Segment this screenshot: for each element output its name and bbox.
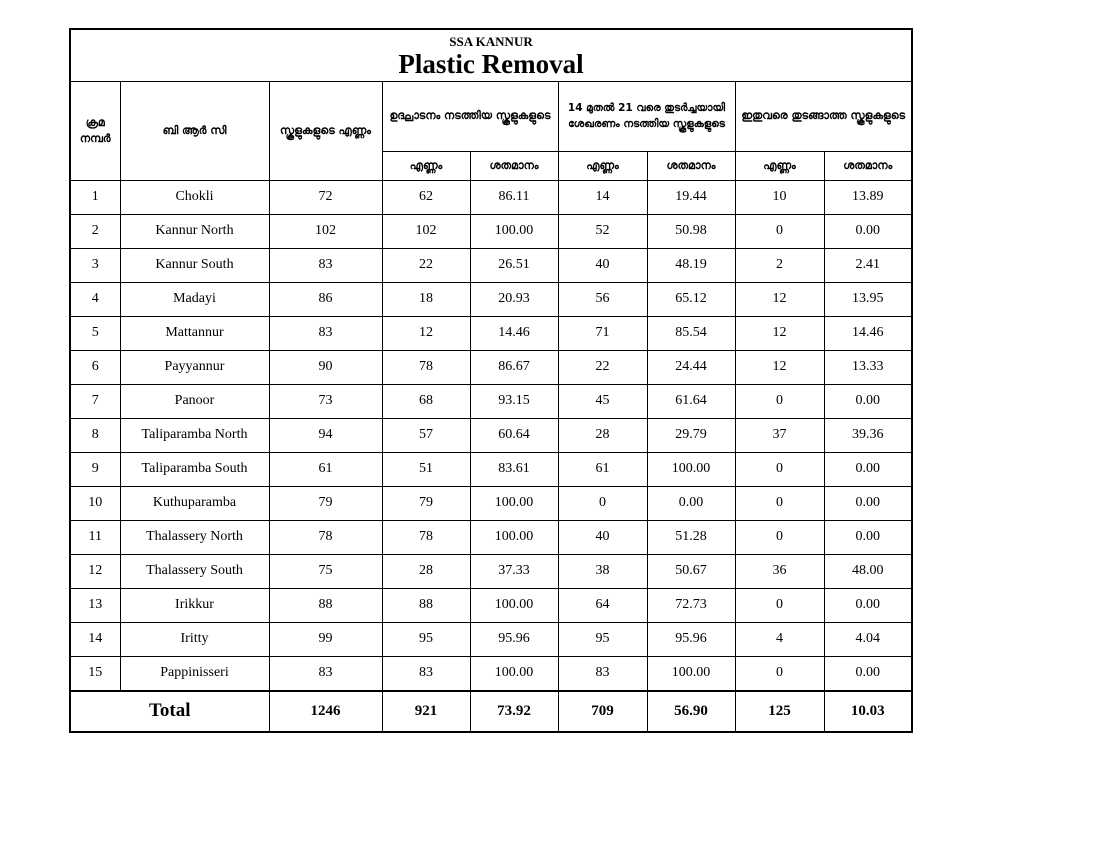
col-header-cont-percent: ശതമാനം bbox=[647, 151, 735, 180]
cell-cont-count: 0 bbox=[558, 486, 647, 520]
cell-serial: 8 bbox=[71, 418, 120, 452]
cell-ns-percent: 13.89 bbox=[824, 180, 911, 214]
cell-ns-percent: 48.00 bbox=[824, 554, 911, 588]
cell-brc: Thalassery South bbox=[120, 554, 269, 588]
cell-inaug-percent: 14.46 bbox=[470, 316, 558, 350]
col-header-serial: ക്രമ നമ്പർ bbox=[71, 82, 120, 180]
cell-cont-count: 38 bbox=[558, 554, 647, 588]
cell-schools: 72 bbox=[269, 180, 382, 214]
cell-schools: 86 bbox=[269, 282, 382, 316]
cell-cont-count: 56 bbox=[558, 282, 647, 316]
cell-inaug-percent: 86.67 bbox=[470, 350, 558, 384]
cell-cont-percent: 100.00 bbox=[647, 656, 735, 691]
cell-brc: Payyannur bbox=[120, 350, 269, 384]
cell-serial: 2 bbox=[71, 214, 120, 248]
cell-schools: 99 bbox=[269, 622, 382, 656]
cell-cont-percent: 61.64 bbox=[647, 384, 735, 418]
cell-ns-percent: 0.00 bbox=[824, 214, 911, 248]
cell-inaug-percent: 86.11 bbox=[470, 180, 558, 214]
cell-schools: 83 bbox=[269, 248, 382, 282]
cell-schools: 90 bbox=[269, 350, 382, 384]
cell-ns-percent: 0.00 bbox=[824, 520, 911, 554]
cell-brc: Panoor bbox=[120, 384, 269, 418]
cell-inaug-count: 51 bbox=[382, 452, 470, 486]
cell-inaug-percent: 83.61 bbox=[470, 452, 558, 486]
cell-inaug-count: 22 bbox=[382, 248, 470, 282]
cell-ns-percent: 4.04 bbox=[824, 622, 911, 656]
cell-cont-percent: 50.98 bbox=[647, 214, 735, 248]
cell-brc: Iritty bbox=[120, 622, 269, 656]
table-row bbox=[71, 622, 911, 656]
cell-serial: 13 bbox=[71, 588, 120, 622]
cell-inaug-percent: 100.00 bbox=[470, 486, 558, 520]
cell-cont-percent: 24.44 bbox=[647, 350, 735, 384]
cell-cont-percent: 29.79 bbox=[647, 418, 735, 452]
cell-brc: Taliparamba North bbox=[120, 418, 269, 452]
cell-inaug-count: 78 bbox=[382, 350, 470, 384]
cell-serial: 10 bbox=[71, 486, 120, 520]
cell-ns-percent: 0.00 bbox=[824, 384, 911, 418]
cell-schools: 73 bbox=[269, 384, 382, 418]
title-block bbox=[71, 30, 911, 82]
cell-cont-count: 64 bbox=[558, 588, 647, 622]
cell-brc: Madayi bbox=[120, 282, 269, 316]
total-cont-percent: 56.90 bbox=[647, 691, 735, 731]
table-row bbox=[71, 486, 911, 520]
total-cont-count: 709 bbox=[558, 691, 647, 731]
cell-inaug-count: 62 bbox=[382, 180, 470, 214]
cell-brc: Thalassery North bbox=[120, 520, 269, 554]
cell-schools: 75 bbox=[269, 554, 382, 588]
cell-cont-percent: 65.12 bbox=[647, 282, 735, 316]
cell-serial: 15 bbox=[71, 656, 120, 691]
cell-cont-count: 45 bbox=[558, 384, 647, 418]
cell-cont-count: 22 bbox=[558, 350, 647, 384]
cell-inaug-percent: 93.15 bbox=[470, 384, 558, 418]
table-row bbox=[71, 384, 911, 418]
total-label: Total bbox=[71, 691, 269, 731]
col-header-cont-count: എണ്ണം bbox=[558, 151, 647, 180]
col-header-schools-count: സ്കൂളുകളുടെ എണ്ണം bbox=[269, 82, 382, 180]
cell-cont-count: 40 bbox=[558, 520, 647, 554]
table-row bbox=[71, 554, 911, 588]
cell-inaug-percent: 100.00 bbox=[470, 588, 558, 622]
cell-ns-count: 36 bbox=[735, 554, 824, 588]
cell-ns-percent: 0.00 bbox=[824, 486, 911, 520]
table-row bbox=[71, 180, 911, 214]
cell-serial: 12 bbox=[71, 554, 120, 588]
cell-ns-count: 12 bbox=[735, 316, 824, 350]
cell-inaug-count: 78 bbox=[382, 520, 470, 554]
cell-inaug-count: 95 bbox=[382, 622, 470, 656]
col-header-inaugurated: ഉദ്ഘാടനം നടത്തിയ സ്കൂളുകളുടെ bbox=[382, 82, 558, 151]
plastic-removal-table bbox=[71, 82, 911, 731]
total-ns-count: 125 bbox=[735, 691, 824, 731]
cell-ns-count: 0 bbox=[735, 588, 824, 622]
table-row bbox=[71, 452, 911, 486]
total-schools: 1246 bbox=[269, 691, 382, 731]
cell-ns-percent: 2.41 bbox=[824, 248, 911, 282]
cell-ns-count: 0 bbox=[735, 656, 824, 691]
cell-inaug-count: 57 bbox=[382, 418, 470, 452]
cell-brc: Taliparamba South bbox=[120, 452, 269, 486]
total-row bbox=[71, 691, 911, 731]
cell-cont-count: 28 bbox=[558, 418, 647, 452]
cell-ns-percent: 0.00 bbox=[824, 452, 911, 486]
report-title: Plastic Removal bbox=[398, 49, 584, 79]
col-header-ns-percent: ശതമാനം bbox=[824, 151, 911, 180]
cell-cont-count: 40 bbox=[558, 248, 647, 282]
cell-inaug-percent: 100.00 bbox=[470, 214, 558, 248]
table-row bbox=[71, 282, 911, 316]
cell-inaug-percent: 20.93 bbox=[470, 282, 558, 316]
cell-ns-count: 2 bbox=[735, 248, 824, 282]
cell-schools: 88 bbox=[269, 588, 382, 622]
cell-cont-percent: 19.44 bbox=[647, 180, 735, 214]
cell-brc: Chokli bbox=[120, 180, 269, 214]
cell-inaug-count: 12 bbox=[382, 316, 470, 350]
cell-ns-count: 0 bbox=[735, 384, 824, 418]
col-header-inaug-percent: ശതമാനം bbox=[470, 151, 558, 180]
cell-serial: 14 bbox=[71, 622, 120, 656]
cell-ns-percent: 0.00 bbox=[824, 588, 911, 622]
cell-ns-count: 0 bbox=[735, 520, 824, 554]
table-row bbox=[71, 350, 911, 384]
cell-brc: Kannur South bbox=[120, 248, 269, 282]
cell-inaug-count: 83 bbox=[382, 656, 470, 691]
table-row bbox=[71, 248, 911, 282]
cell-cont-count: 14 bbox=[558, 180, 647, 214]
cell-brc: Pappinisseri bbox=[120, 656, 269, 691]
cell-brc: Kuthuparamba bbox=[120, 486, 269, 520]
cell-inaug-percent: 95.96 bbox=[470, 622, 558, 656]
cell-cont-percent: 72.73 bbox=[647, 588, 735, 622]
cell-cont-count: 83 bbox=[558, 656, 647, 691]
cell-serial: 6 bbox=[71, 350, 120, 384]
cell-ns-count: 12 bbox=[735, 350, 824, 384]
cell-inaug-percent: 26.51 bbox=[470, 248, 558, 282]
total-ns-percent: 10.03 bbox=[824, 691, 911, 731]
cell-serial: 11 bbox=[71, 520, 120, 554]
cell-inaug-percent: 100.00 bbox=[470, 656, 558, 691]
cell-ns-percent: 0.00 bbox=[824, 656, 911, 691]
cell-inaug-count: 28 bbox=[382, 554, 470, 588]
cell-serial: 7 bbox=[71, 384, 120, 418]
cell-inaug-count: 79 bbox=[382, 486, 470, 520]
cell-ns-count: 12 bbox=[735, 282, 824, 316]
cell-brc: Mattannur bbox=[120, 316, 269, 350]
cell-inaug-count: 18 bbox=[382, 282, 470, 316]
cell-inaug-count: 68 bbox=[382, 384, 470, 418]
cell-schools: 79 bbox=[269, 486, 382, 520]
cell-serial: 3 bbox=[71, 248, 120, 282]
header-row-main bbox=[71, 82, 911, 151]
cell-ns-count: 4 bbox=[735, 622, 824, 656]
cell-cont-percent: 85.54 bbox=[647, 316, 735, 350]
total-inaug-percent: 73.92 bbox=[470, 691, 558, 731]
cell-brc: Irikkur bbox=[120, 588, 269, 622]
cell-inaug-percent: 100.00 bbox=[470, 520, 558, 554]
cell-ns-count: 10 bbox=[735, 180, 824, 214]
cell-cont-percent: 48.19 bbox=[647, 248, 735, 282]
cell-cont-percent: 50.67 bbox=[647, 554, 735, 588]
cell-ns-count: 0 bbox=[735, 452, 824, 486]
cell-brc: Kannur North bbox=[120, 214, 269, 248]
cell-inaug-percent: 60.64 bbox=[470, 418, 558, 452]
cell-schools: 78 bbox=[269, 520, 382, 554]
cell-serial: 4 bbox=[71, 282, 120, 316]
table-row bbox=[71, 214, 911, 248]
cell-cont-count: 61 bbox=[558, 452, 647, 486]
table-row bbox=[71, 520, 911, 554]
table-row bbox=[71, 656, 911, 691]
col-header-ns-count: എണ്ണം bbox=[735, 151, 824, 180]
col-header-not-started: ഇതുവരെ തുടങ്ങാത്ത സ്കൂളുകളുടെ bbox=[735, 82, 911, 151]
cell-serial: 5 bbox=[71, 316, 120, 350]
cell-schools: 102 bbox=[269, 214, 382, 248]
cell-cont-count: 95 bbox=[558, 622, 647, 656]
cell-cont-percent: 0.00 bbox=[647, 486, 735, 520]
cell-schools: 61 bbox=[269, 452, 382, 486]
cell-cont-count: 52 bbox=[558, 214, 647, 248]
cell-schools: 94 bbox=[269, 418, 382, 452]
cell-ns-percent: 39.36 bbox=[824, 418, 911, 452]
col-header-brc: ബി ആർ സി bbox=[120, 82, 269, 180]
report-subtitle: SSA KANNUR bbox=[449, 34, 533, 49]
total-inaug-count: 921 bbox=[382, 691, 470, 731]
cell-ns-count: 0 bbox=[735, 214, 824, 248]
table-row bbox=[71, 418, 911, 452]
cell-inaug-count: 88 bbox=[382, 588, 470, 622]
col-header-continuous: 14 മുതൽ 21 വരെ തുടർച്ചയായി ശേഖരണം നടത്തിയ സ്കൂളുകളുടെ bbox=[558, 82, 735, 151]
cell-ns-count: 37 bbox=[735, 418, 824, 452]
report-sheet bbox=[69, 28, 913, 733]
cell-cont-percent: 51.28 bbox=[647, 520, 735, 554]
table-row bbox=[71, 316, 911, 350]
col-header-inaug-count: എണ്ണം bbox=[382, 151, 470, 180]
cell-inaug-count: 102 bbox=[382, 214, 470, 248]
cell-cont-count: 71 bbox=[558, 316, 647, 350]
cell-ns-count: 0 bbox=[735, 486, 824, 520]
cell-inaug-percent: 37.33 bbox=[470, 554, 558, 588]
cell-schools: 83 bbox=[269, 656, 382, 691]
cell-ns-percent: 13.33 bbox=[824, 350, 911, 384]
cell-serial: 9 bbox=[71, 452, 120, 486]
cell-schools: 83 bbox=[269, 316, 382, 350]
cell-ns-percent: 13.95 bbox=[824, 282, 911, 316]
cell-ns-percent: 14.46 bbox=[824, 316, 911, 350]
cell-cont-percent: 100.00 bbox=[647, 452, 735, 486]
cell-cont-percent: 95.96 bbox=[647, 622, 735, 656]
cell-serial: 1 bbox=[71, 180, 120, 214]
table-row bbox=[71, 588, 911, 622]
